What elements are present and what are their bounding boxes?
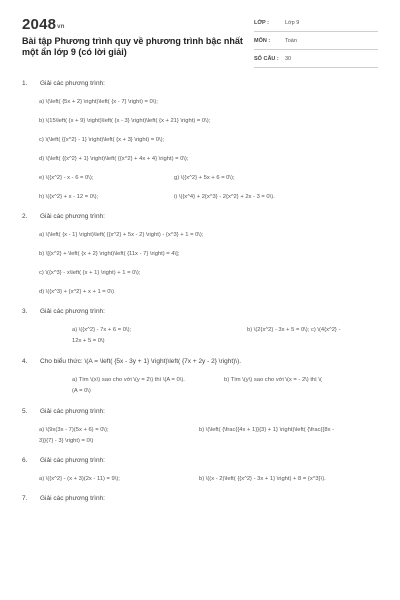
item-c: c) \({x^3} - x\left( {x + 1} \right) + 1 = 0\);: [39, 270, 141, 276]
item-row: [22, 426, 382, 434]
question-text: Giải các phương trình:: [40, 457, 105, 464]
meta-value: 30: [285, 55, 292, 62]
item-b: b) \(\left( {\frac{{4x + 1}}{3} + 1} \right)\left( {\frac{{8x -: [199, 427, 335, 433]
question-text: Giải các phương trình:: [40, 408, 105, 415]
question-7: [22, 495, 382, 502]
question-text: Giải các phương trình:: [40, 213, 105, 220]
question-title: [22, 80, 382, 87]
meta-row-question-count: [254, 50, 378, 68]
item-c: c) \(\left( {{x^2} - 1} \right)\left( {x + 3} \right) = 0\);: [39, 137, 165, 143]
item-a: a) \({x^2} - 7x + 6 = 0\);: [72, 327, 132, 333]
question-text: Giải các phương trình:: [40, 80, 105, 87]
item-e: e) \({x^2} - x - 6 = 0\);: [39, 175, 94, 181]
site-logo[interactable]: [22, 16, 250, 33]
meta-row-grade: [254, 14, 378, 32]
question-number: 4.: [22, 358, 28, 365]
question-5: [22, 408, 382, 445]
item-i: i) \({x^4} + 2{x^3} - 2{x^2} + 2x - 3 = 0\).: [174, 194, 275, 200]
item-b: b) \(15\left( {x + 9} \right)\left( {x - 3} \right)\left( {x + 21} \right) = 0\);: [39, 118, 211, 124]
item-a: a) \(\left( {x - 1} \right)\left( {{x^2} + 5x - 2} \right) - {x^3} + 1 = 0\);: [39, 232, 204, 238]
item-h: h) \({x^2} + x - 12 = 0\);: [39, 194, 99, 200]
header-left: [22, 16, 250, 58]
question-text: Giải các phương trình:: [40, 495, 105, 502]
item-row: [22, 376, 382, 384]
item-b-c: b) \(2{x^2} - 3x + 5 = 0\); c) \(4{x^2} -: [247, 327, 341, 333]
item-d: d) \({x^3} + {x^2} + x + 1 = 0\): [39, 289, 115, 295]
item-b: b) \[{x^2} + \left( {x + 2} \right)\left( {11x - 7} \right) = 4\];: [39, 251, 180, 257]
question-title: [22, 358, 382, 365]
question-title: [22, 308, 382, 315]
meta-row-subject: [254, 32, 378, 50]
item-a: a) \(\left( {5x + 2} \right)\left( {x - 7} \right) = 0\);: [39, 99, 158, 105]
question-text: Giải các phương trình:: [40, 308, 105, 315]
item-row: [22, 475, 382, 483]
item-a: a) \({x^2} - (x + 3)(2x - 11) = 9\);: [39, 476, 120, 482]
question-4: [22, 358, 382, 396]
question-3: [22, 308, 382, 346]
item-b: b) \((x - 2)\left( {{x^2} - 3x + 1} \right) + 8 = {x^3}\).: [199, 476, 326, 482]
question-number: 5.: [22, 408, 28, 415]
meta-key: LỚP :: [254, 19, 269, 26]
meta-value: Lớp 9: [285, 19, 300, 26]
item-c-continued: 12x + 5 = 0\): [72, 338, 105, 344]
question-6: [22, 457, 382, 483]
question-number: 7.: [22, 495, 28, 502]
question-title: [22, 213, 382, 220]
meta-key: SỐ CÂU :: [254, 55, 279, 62]
item-row: [22, 193, 382, 201]
meta-value: Toán: [285, 37, 297, 44]
item-a: a) Tìm \(x\) sao cho với \(y = 2\) thì \(A = 0\).: [72, 377, 185, 383]
question-number: 6.: [22, 457, 28, 464]
question-title: [22, 408, 382, 415]
question-text: Cho biểu thức: \(A = \left( {5x - 3y + 1} \right)\left( {7x + 2y - 2} \right)\).: [40, 358, 242, 365]
question-number: 2.: [22, 213, 28, 220]
item-b: b) Tìm \(y\) sao cho với \(x = - 2\) thì \(: [224, 377, 322, 383]
meta-key: MÔN :: [254, 37, 271, 44]
question-number: 3.: [22, 308, 28, 315]
item-a: a) \(9x(3x - 7)(5x + 6) = 0\);: [39, 427, 109, 433]
question-1: [22, 80, 382, 201]
document-title: Bài tập Phương trình quy về phương trình bậc nhất một ẩn lớp 9 (có lời giải): [22, 36, 243, 57]
question-list: [22, 80, 382, 514]
question-number: 1.: [22, 80, 28, 87]
logo-suffix: vn: [57, 24, 65, 30]
item-b-continued: (A = 0\): [72, 388, 91, 394]
item-b-continued: 3}}{7} - 3} \right) = 0\): [39, 438, 94, 444]
logo-text: 2048: [22, 16, 57, 33]
question-title: [22, 457, 382, 464]
question-2: [22, 213, 382, 296]
question-title: [22, 495, 382, 502]
item-row: [22, 174, 382, 182]
item-row: [22, 326, 382, 334]
item-d: d) \(\left( {{x^2} + 1} \right)\left( {{x^2} + 4x + 4} \right) = 0\);: [39, 156, 189, 162]
document-meta: [254, 14, 378, 68]
item-g: g) \({x^2} + 5x + 6 = 0\);: [174, 175, 235, 181]
